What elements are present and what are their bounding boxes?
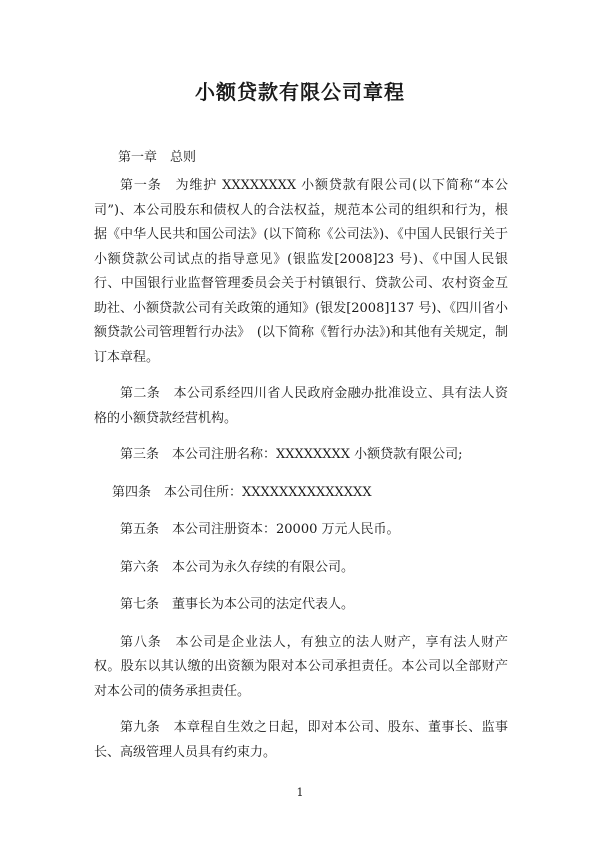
document-title: 小额贷款有限公司章程	[195, 80, 405, 104]
article-6: 第六条 本公司为永久存续的有限公司。	[120, 559, 355, 575]
article-8: 第八条 本公司是企业法人，有独立的法人财产，享有法人财产权。股东以其认缴的出资额为限对本公司承担责任。本公司以全部财产对本公司的债务承担责任。	[94, 634, 508, 699]
article-1: 第一条 为维护 XXXXXXXX 小额贷款有限公司(以下简称“本公司”)、本公司股东和债权人的合法权益，规范本公司的组织和行为，根据《中华人民共和国公司法》(以下简称《公司法》)、《中国人民银行关于小额贷款公司试点的指导意见》(银监发[2008]23 号)、《中国人民银行、中国银行业监督管理委员会关于村镇银行、贷款公司、农村资金互助社、小额贷款公司有关政策的通知》(银发[2008]137 号)、《四川省小额贷款公司管理暂行办法》 (以下简称《暂行办法》)和其他有关规定，制订本章程。	[94, 178, 508, 365]
document-body	[94, 174, 508, 777]
article-7: 第七条 董事长为本公司的法定代表人。	[120, 597, 355, 612]
page-number: 1	[296, 786, 304, 799]
article-5: 第五条 本公司注册资本：20000 万元人民币。	[120, 522, 400, 537]
article-9: 第九条 本章程自生效之日起，即对本公司、股东、董事长、监事长、高级管理人员具有约束力。	[94, 720, 508, 760]
chapter-heading: 第一章 总则	[118, 150, 197, 165]
article-3: 第三条 本公司注册名称：XXXXXXXX 小额贷款有限公司;	[120, 447, 463, 462]
article-4: 第四条 本公司住所：XXXXXXXXXXXXXX	[112, 484, 372, 500]
article-2: 第二条 本公司系经四川省人民政府金融办批准设立、具有法人资格的小额贷款经营机构。	[94, 386, 508, 426]
